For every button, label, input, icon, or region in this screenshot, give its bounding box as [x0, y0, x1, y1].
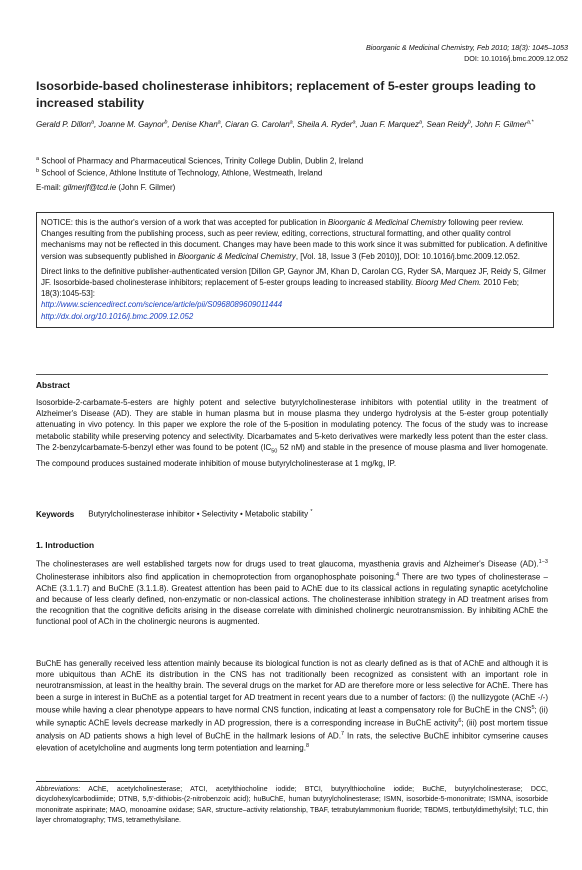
- paper-title: Isosorbide-based cholinesterase inhibitors; replacement of 5-ester groups leading to increased stability: [36, 79, 536, 110]
- author-name: Denise Khan: [171, 120, 218, 129]
- affiliation-marker: a: [36, 156, 40, 162]
- citation-marker: 5: [531, 704, 535, 711]
- journal-doi: DOI: 10.1016/j.bmc.2009.12.052: [464, 54, 568, 63]
- author-affiliation-marker: b: [467, 119, 471, 126]
- author-affiliation-marker: b: [164, 119, 168, 126]
- author-name: Gerald P. Dillon: [36, 120, 91, 129]
- citation-marker: 6: [458, 717, 462, 724]
- affiliation-a: [36, 154, 363, 167]
- intro-text: The cholinesterases are well established targets now for drugs used to treat glaucoma, myasthenia gravis and Alzheimer's Disease (AD).: [36, 559, 539, 569]
- introduction-heading: 1. Introduction: [36, 540, 95, 550]
- author-list: Gerald P. Dillon$^a$, Joanne M. Gaynor$^b$, Denise Khan$^a$, Ciaran G. Carolan$^a$, Sheila A. Ryder$^a$, Juan F. Marquez$^a$, Sean Reidy$^b$, John F. Gilmer$^{a,*}$: [36, 119, 534, 129]
- keywords: [36, 509, 313, 519]
- intro-text: BuChE has generally received less attention mainly because its biological function is not as clearly defined as is that of AChE and although it is more ubiquitous than AChE its distribution in the CNS has not traditionally been recognized as consistent with an important role in neurotransmission, at least in the healthy brain. The several drugs on the market for AD are therefore more or less selective for AChE. There has been a surge in interest in BuChE as a potential target for AD treatment in recent years due to a number of factors: (i) the nullizygote (AChE -/-) mouse while having a clear phenotype appears to have normal CNS function, indicating at least a compensatory role for BuChE in the CNS: [36, 659, 548, 715]
- author-name: Juan F. Marquez: [359, 120, 419, 129]
- keywords-label: Keywords: [36, 509, 75, 519]
- author-affiliation-marker: a: [217, 119, 221, 126]
- affiliation-marker: b: [36, 168, 40, 174]
- intro-text: ; (iii) post mortem tissue analysis on AD patients shows a high level of BuChE in the hallmark lesions of AD.: [36, 718, 548, 741]
- notice-text: , [Vol. 18, Issue 3 (Feb 2010)], DOI: 10.1016/j.bmc.2009.12.052.: [295, 251, 520, 261]
- author-affiliation-marker: a: [352, 119, 356, 126]
- journal-citation: Bioorganic & Medicinal Chemistry, Feb 2010; 18(3): 1045–1053: [365, 43, 568, 52]
- contact-email: [36, 183, 175, 192]
- author-name: Ciaran G. Carolan: [225, 120, 290, 129]
- sciencedirect-link[interactable]: http://www.sciencedirect.com/science/article/pii/S0968089609011444: [41, 300, 283, 310]
- abstract-text: [36, 397, 548, 469]
- notice-journal: Bioorganic & Medicinal Chemistry: [328, 218, 446, 227]
- citation-marker: 8: [305, 743, 310, 750]
- author-affiliation-marker: a,*: [526, 119, 534, 126]
- links-text: Direct links to the definitive publisher-authenticated version [Dillon GP, Gaynor JM, Khan D, Carolan CG, Ryder SA, Marquez JF, Reidy S, Gilmer JF. Isosorbide-based cholinesterase inhibitors; replacement of 5-ester groups leading to increased stability.: [41, 266, 547, 288]
- intro-text: There are two types of cholinesterase – AChE (3.1.1.7) and BuChE (3.1.1.8). Greatest attention has been paid to AChE due to its classical actions in regulating synaptic acetylcholine and because of less clearly defined, non-enzymatic or non-classical actions. The cholinesterase inhibition strategy in AD treatment arises from the recognition that the cognitive deficits arising in the disease correlate with diminished cholinergic neurotransmission. By inhibiting AChE the functional pool of ACh in the cholinergic neurons is augmented.: [36, 572, 549, 627]
- author-affiliation-marker: a: [418, 119, 423, 126]
- section-divider: [36, 374, 548, 375]
- abstract-heading: Abstract: [36, 380, 70, 390]
- notice-text: NOTICE: this is the author's version of a work that was accepted for publication in: [41, 218, 329, 227]
- citation-marker: 4: [396, 571, 400, 578]
- notice-paragraph: [41, 217, 549, 262]
- introduction-paragraph-2: [36, 658, 548, 754]
- keywords-marker: *: [310, 509, 313, 515]
- author-name: Joanne M. Gaynor: [98, 120, 165, 129]
- abbreviations-label: Abbreviations:: [36, 786, 81, 793]
- abstract-body: 52 nM) and stable in the presence of mouse plasma and liver homogenate. The compound produces sustained moderate inhibition of mouse butyrylcholinesterase at 1 mg/kg, IP.: [36, 442, 548, 468]
- email-address[interactable]: gilmerjf@tcd.ie: [63, 183, 117, 192]
- direct-links-paragraph: [41, 266, 549, 322]
- introduction-paragraph-1: [36, 557, 548, 628]
- author-name: Sean Reidy: [426, 120, 468, 129]
- intro-text: In rats, the selective BuChE inhibitor cymserine causes elevation of acetylcholine and augments long term potentiation and learning.: [36, 731, 548, 754]
- affiliation-b: [36, 166, 322, 179]
- links-text: 2010 Feb; 18(3):1045-53]:: [41, 278, 519, 299]
- keywords-text: Butyrylcholinesterase inhibitor • Selectivity • Metabolic stability: [88, 509, 309, 519]
- citation-marker: 1−3: [538, 559, 548, 565]
- email-owner: (John F. Gilmer): [118, 183, 176, 192]
- footnote-rule: [36, 781, 166, 782]
- abbreviations-text: AChE, acetylcholinesterase; ATCI, acetylthiocholine iodide; BTCI, butyrylthiocholine iodide; BuChE, butyrylcholinesterase; DCC, dicyclohexylcarbodiimide; DTNB, 5,5'-dithiobis-(2-nitrobenzoic acid); huBuChE, human butyrylcholinesterase; ISMN, isosorbide-5-mononitrate; ISMNA, isosorbide mononitrate aspirinate; MAO, monoamine oxidase; SAR, structure–activity relationship, TBAF, tetrabutylammonium fluoride; TBDMS, tertbutyldimethylsilyl; TLC, thin layer chromatography; TMS, tetramethylsilane.: [36, 786, 548, 824]
- abstract-subscript: 50: [271, 448, 278, 455]
- abstract-body: Isosorbide-2-carbamate-5-esters are highly potent and selective butyrylcholinesterase inhibitors with potential utility in the treatment of Alzheimer's Disease (AD). They are stable in human plasma but in mouse plasma they undergo hydrolysis at the 5-ester group potentially attenuating in vivo potency. In this paper we explore the role of the 5-position in modulating potency. The focus of the study was to increase metabolic stability while preserving potency and selectivity. Dicarbamates and 5-keto derivatives were markedly less potent than the ester class. The 2-benzylcarbamate-5-benzyl ether was found to be potent (IC: [36, 398, 548, 452]
- citation-marker: 7: [340, 730, 344, 737]
- author-name: John F. Gilmer: [475, 120, 527, 129]
- doi-link[interactable]: http://dx.doi.org/10.1016/j.bmc.2009.12.052: [41, 311, 194, 321]
- intro-text: ; (ii) while synaptic AChE levels decrease markedly in AD progression, there is a corresponding increase in BuChE activity: [36, 705, 549, 728]
- links-journal: Bioorg Med Chem.: [415, 278, 482, 288]
- author-affiliation-marker: a: [91, 119, 95, 126]
- email-label: E-mail:: [36, 183, 61, 192]
- journal-reference: [366, 42, 568, 64]
- affiliation-text: School of Pharmacy and Pharmaceutical Sciences, Trinity College Dublin, Dublin 2, Ireland: [41, 156, 364, 166]
- notice-text: following peer review. Changes resulting from the publishing process, such as peer review, editing, corrections, structural formatting, and other quality control mechanisms may not be reflected in this document. Changes may have been made to this work since it was submitted for publication. A definitive version was subsequently published in: [41, 218, 548, 261]
- affiliation-text: School of Science, Athlone Institute of Technology, Athlone, Westmeath, Ireland: [41, 168, 323, 178]
- author-version-notice: [36, 212, 554, 328]
- author-name: Sheila A. Ryder: [297, 120, 353, 129]
- author-affiliation-marker: a: [289, 119, 293, 126]
- intro-text: Cholinesterase inhibitors also find application in chemoprotection from organophosphate poisoning.: [36, 572, 397, 582]
- abbreviations-footnote: [36, 785, 548, 826]
- notice-journal: Bioorganic & Medicinal Chemistry: [177, 251, 296, 261]
